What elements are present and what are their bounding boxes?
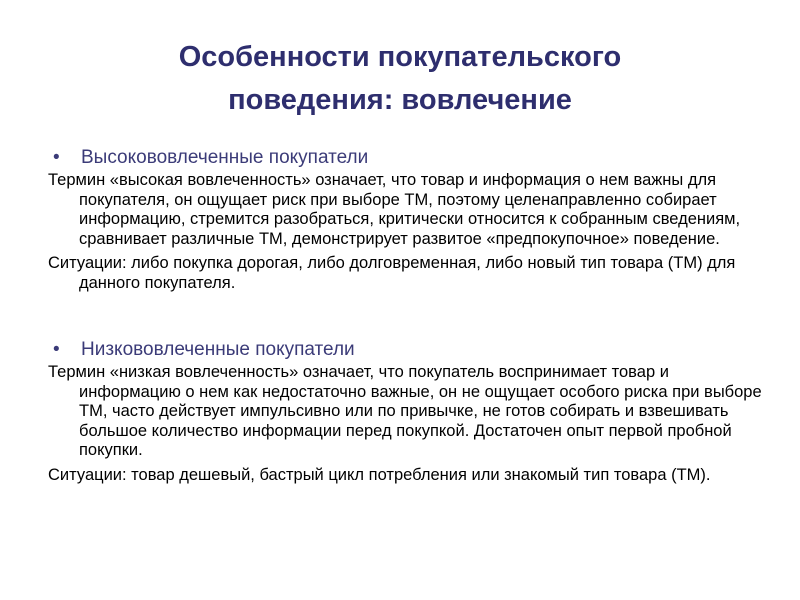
- term-paragraph-low: Термин «низкая вовлеченность» означает, что покупатель воспринимает товар и информацию о нем как недостаточно важные, он не ощущает особого риска при выборе ТМ, часто действует импульсивно или по привычке, не готов собирать и взвешивать большое количество информации перед покупкой. Достаточен опыт первой пробной покупки.: [48, 363, 762, 459]
- bullet-heading-low: [48, 338, 768, 362]
- bullet-heading-high: [48, 146, 768, 170]
- situations-paragraph-low: Ситуации: товар дешевый, бастрый цикл потребления или знакомый тип товара (ТМ).: [48, 465, 711, 484]
- section-spacer: [48, 293, 768, 338]
- slide-title: [60, 36, 740, 122]
- heading-text: Низкововлеченные покупатели: [81, 339, 355, 360]
- section-high-involvement: [48, 146, 768, 293]
- bullet-icon: •: [53, 339, 60, 360]
- situations-paragraph-high: Ситуации: либо покупка дорогая, либо долговременная, либо новый тип товара (ТМ) для данного покупателя.: [48, 254, 736, 292]
- heading-text: Высокововлеченные покупатели: [81, 147, 369, 168]
- term-paragraph-high: Термин «высокая вовлеченность» означает, что товар и информация о нем важны для покупателя, он ощущает риск при выборе ТМ, поэтому целенаправленно собирает информацию, стремится разобраться, критически относится к собранным сведениям, сравнивает различные ТМ, демонстрирует развитое «предпокупочное» поведение.: [48, 171, 741, 248]
- title-line-1: Особенности покупательского: [178, 41, 622, 73]
- slide-body: [48, 146, 768, 485]
- section-low-involvement: [48, 338, 768, 485]
- title-line-2: поведения: вовлечение: [228, 84, 572, 116]
- bullet-icon: •: [53, 147, 60, 168]
